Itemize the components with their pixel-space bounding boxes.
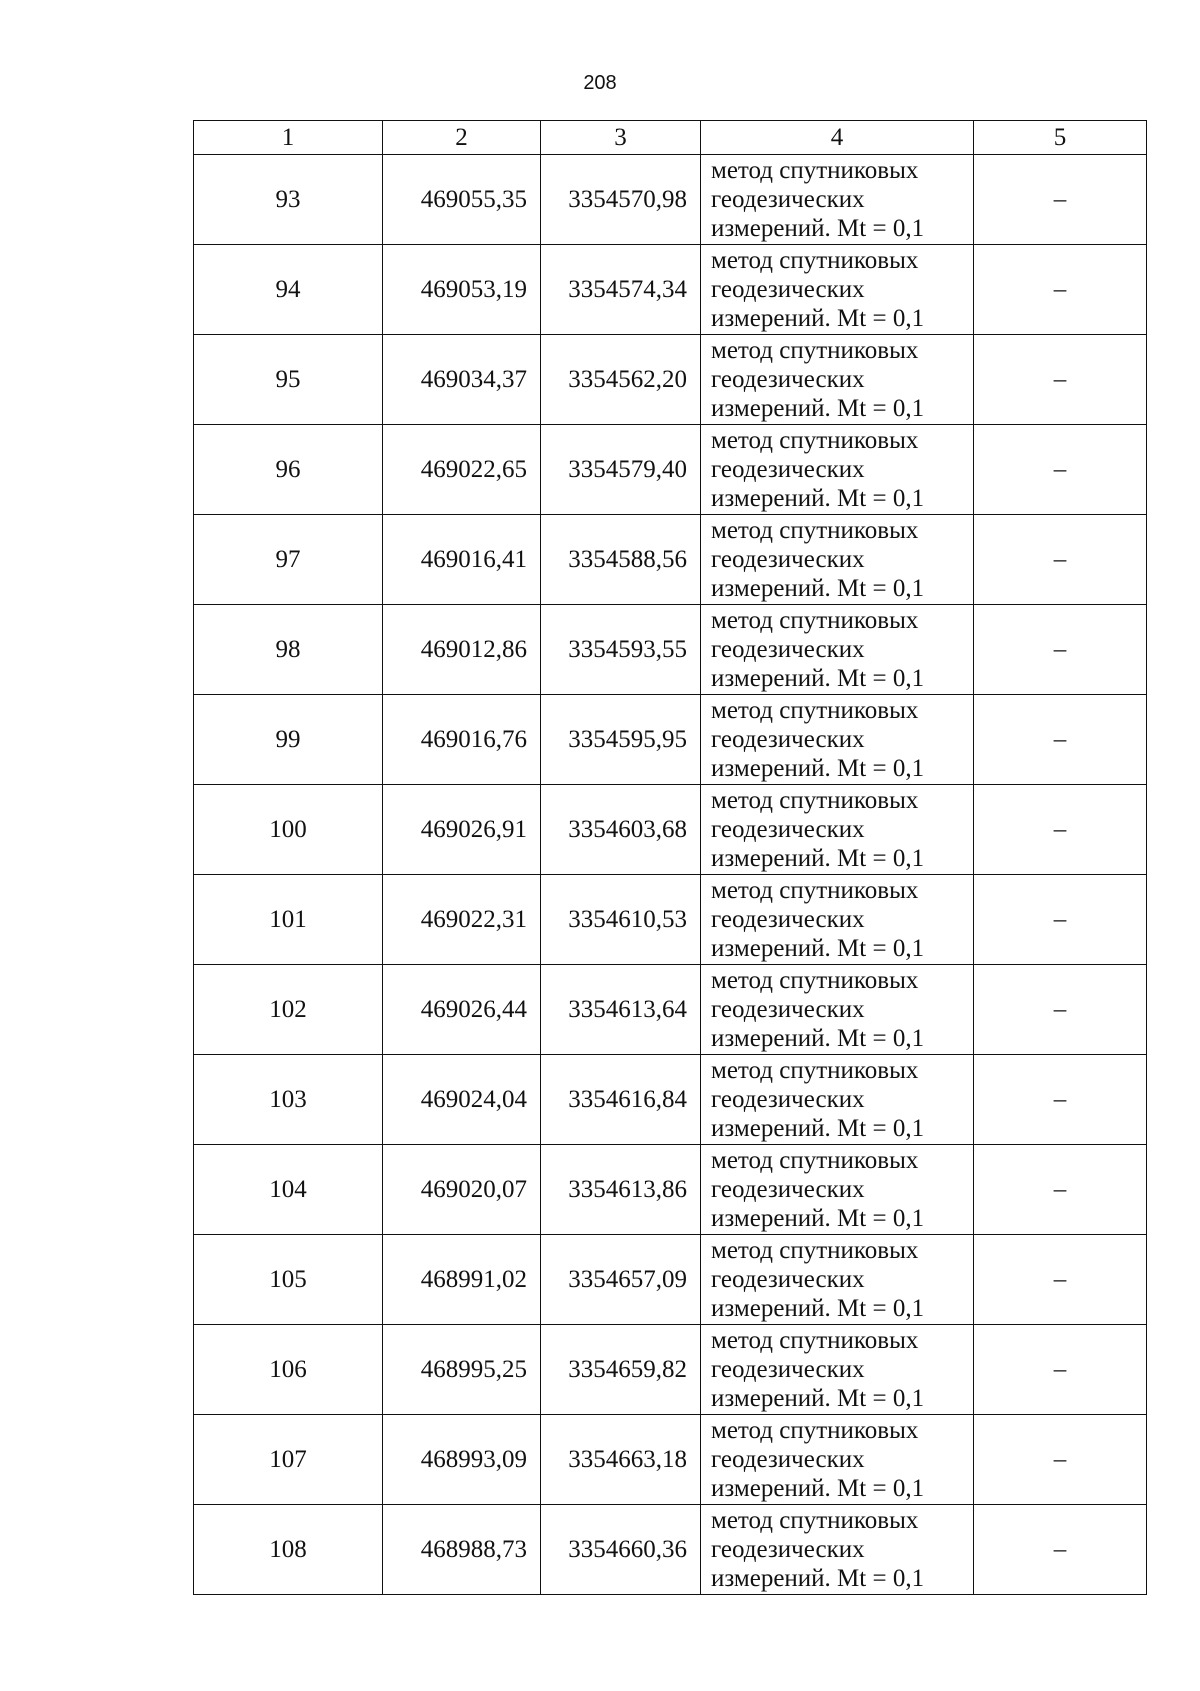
note-cell: – [974, 785, 1147, 875]
point-number-cell: 106 [194, 1325, 383, 1415]
method-cell [701, 695, 974, 785]
note-cell: – [974, 1505, 1147, 1595]
x-coordinate-cell: 469024,04 [383, 1055, 541, 1145]
method-line: измерений. Mt = 0,1 [711, 1115, 925, 1142]
method-line: геодезических [711, 1356, 865, 1383]
method-line: метод спутниковых [711, 1147, 919, 1174]
method-line: измерений. Mt = 0,1 [711, 1475, 925, 1502]
table-row [194, 785, 1147, 875]
method-line: геодезических [711, 186, 865, 213]
method-line: измерений. Mt = 0,1 [711, 845, 925, 872]
method-line: геодезических [711, 546, 865, 573]
method-cell [701, 1415, 974, 1505]
table-row [194, 1235, 1147, 1325]
x-coordinate-cell: 469012,86 [383, 605, 541, 695]
point-number-cell: 107 [194, 1415, 383, 1505]
table-body [194, 155, 1147, 1595]
x-coordinate-cell: 468988,73 [383, 1505, 541, 1595]
y-coordinate-cell: 3354603,68 [541, 785, 701, 875]
note-cell: – [974, 605, 1147, 695]
y-coordinate-cell: 3354657,09 [541, 1235, 701, 1325]
method-line: метод спутниковых [711, 877, 919, 904]
method-cell [701, 965, 974, 1055]
method-cell [701, 245, 974, 335]
x-coordinate-cell: 469022,31 [383, 875, 541, 965]
method-line: метод спутниковых [711, 517, 919, 544]
point-number-cell: 96 [194, 425, 383, 515]
y-coordinate-cell: 3354595,95 [541, 695, 701, 785]
x-coordinate-cell: 469026,44 [383, 965, 541, 1055]
method-line: геодезических [711, 456, 865, 483]
method-line: геодезических [711, 996, 865, 1023]
note-cell: – [974, 1415, 1147, 1505]
method-line: измерений. Mt = 0,1 [711, 305, 925, 332]
note-cell: – [974, 965, 1147, 1055]
point-number-cell: 93 [194, 155, 383, 245]
table-row [194, 695, 1147, 785]
method-line: измерений. Mt = 0,1 [711, 395, 925, 422]
point-number-cell: 103 [194, 1055, 383, 1145]
method-cell [701, 1235, 974, 1325]
method-cell [701, 605, 974, 695]
x-coordinate-cell: 469026,91 [383, 785, 541, 875]
method-line: измерений. Mt = 0,1 [711, 755, 925, 782]
y-coordinate-cell: 3354660,36 [541, 1505, 701, 1595]
column-header: 1 [194, 121, 383, 155]
y-coordinate-cell: 3354659,82 [541, 1325, 701, 1415]
method-line: геодезических [711, 1086, 865, 1113]
x-coordinate-cell: 469053,19 [383, 245, 541, 335]
table-row [194, 335, 1147, 425]
y-coordinate-cell: 3354593,55 [541, 605, 701, 695]
table-row [194, 605, 1147, 695]
y-coordinate-cell: 3354616,84 [541, 1055, 701, 1145]
method-line: измерений. Mt = 0,1 [711, 665, 925, 692]
column-header: 5 [974, 121, 1147, 155]
method-cell [701, 335, 974, 425]
coordinates-table [193, 120, 1147, 1595]
x-coordinate-cell: 468991,02 [383, 1235, 541, 1325]
table-row [194, 875, 1147, 965]
y-coordinate-cell: 3354574,34 [541, 245, 701, 335]
method-line: геодезических [711, 1176, 865, 1203]
method-line: геодезических [711, 366, 865, 393]
method-line: измерений. Mt = 0,1 [711, 215, 925, 242]
note-cell: – [974, 875, 1147, 965]
method-line: метод спутниковых [711, 1057, 919, 1084]
point-number-cell: 101 [194, 875, 383, 965]
method-line: измерений. Mt = 0,1 [711, 1025, 925, 1052]
point-number-cell: 104 [194, 1145, 383, 1235]
method-line: измерений. Mt = 0,1 [711, 1205, 925, 1232]
note-cell: – [974, 1235, 1147, 1325]
x-coordinate-cell: 468995,25 [383, 1325, 541, 1415]
x-coordinate-cell: 468993,09 [383, 1415, 541, 1505]
point-number-cell: 95 [194, 335, 383, 425]
column-header: 2 [383, 121, 541, 155]
table-row [194, 1415, 1147, 1505]
x-coordinate-cell: 469020,07 [383, 1145, 541, 1235]
note-cell: – [974, 245, 1147, 335]
method-cell [701, 1325, 974, 1415]
method-line: метод спутниковых [711, 1237, 919, 1264]
method-line: геодезических [711, 636, 865, 663]
note-cell: – [974, 515, 1147, 605]
table-row [194, 1505, 1147, 1595]
method-line: метод спутниковых [711, 1327, 919, 1354]
method-cell [701, 1055, 974, 1145]
x-coordinate-cell: 469055,35 [383, 155, 541, 245]
method-line: метод спутниковых [711, 607, 919, 634]
method-line: измерений. Mt = 0,1 [711, 935, 925, 962]
method-line: геодезических [711, 1266, 865, 1293]
method-line: геодезических [711, 906, 865, 933]
method-cell [701, 785, 974, 875]
table-row [194, 1145, 1147, 1235]
column-header: 3 [541, 121, 701, 155]
method-line: геодезических [711, 1536, 865, 1563]
note-cell: – [974, 1325, 1147, 1415]
method-line: измерений. Mt = 0,1 [711, 485, 925, 512]
method-line: геодезических [711, 816, 865, 843]
point-number-cell: 105 [194, 1235, 383, 1325]
x-coordinate-cell: 469016,76 [383, 695, 541, 785]
point-number-cell: 98 [194, 605, 383, 695]
method-line: геодезических [711, 276, 865, 303]
y-coordinate-cell: 3354588,56 [541, 515, 701, 605]
method-line: метод спутниковых [711, 967, 919, 994]
method-cell [701, 1505, 974, 1595]
method-line: метод спутниковых [711, 1417, 919, 1444]
table-row [194, 1055, 1147, 1145]
note-cell: – [974, 1145, 1147, 1235]
table-row [194, 245, 1147, 335]
method-cell [701, 425, 974, 515]
method-line: измерений. Mt = 0,1 [711, 1565, 925, 1592]
method-line: метод спутниковых [711, 337, 919, 364]
method-line: метод спутниковых [711, 427, 919, 454]
y-coordinate-cell: 3354579,40 [541, 425, 701, 515]
method-cell [701, 515, 974, 605]
method-line: метод спутниковых [711, 787, 919, 814]
point-number-cell: 108 [194, 1505, 383, 1595]
page-number: 208 [583, 72, 617, 94]
x-coordinate-cell: 469022,65 [383, 425, 541, 515]
method-line: измерений. Mt = 0,1 [711, 1295, 925, 1322]
table-row [194, 515, 1147, 605]
x-coordinate-cell: 469034,37 [383, 335, 541, 425]
table-row [194, 425, 1147, 515]
y-coordinate-cell: 3354562,20 [541, 335, 701, 425]
method-line: метод спутниковых [711, 157, 919, 184]
note-cell: – [974, 425, 1147, 515]
note-cell: – [974, 695, 1147, 785]
method-line: метод спутниковых [711, 247, 919, 274]
method-cell [701, 875, 974, 965]
point-number-cell: 97 [194, 515, 383, 605]
method-line: метод спутниковых [711, 1507, 919, 1534]
table-row [194, 1325, 1147, 1415]
method-line: измерений. Mt = 0,1 [711, 1385, 925, 1412]
note-cell: – [974, 335, 1147, 425]
point-number-cell: 99 [194, 695, 383, 785]
point-number-cell: 102 [194, 965, 383, 1055]
method-cell [701, 1145, 974, 1235]
method-line: измерений. Mt = 0,1 [711, 575, 925, 602]
table-row [194, 965, 1147, 1055]
column-header: 4 [701, 121, 974, 155]
method-line: геодезических [711, 1446, 865, 1473]
point-number-cell: 100 [194, 785, 383, 875]
note-cell: – [974, 1055, 1147, 1145]
y-coordinate-cell: 3354663,18 [541, 1415, 701, 1505]
table-header-row [194, 121, 1147, 155]
point-number-cell: 94 [194, 245, 383, 335]
note-cell: – [974, 155, 1147, 245]
y-coordinate-cell: 3354613,64 [541, 965, 701, 1055]
y-coordinate-cell: 3354613,86 [541, 1145, 701, 1235]
method-cell [701, 155, 974, 245]
method-line: геодезических [711, 726, 865, 753]
y-coordinate-cell: 3354570,98 [541, 155, 701, 245]
method-line: метод спутниковых [711, 697, 919, 724]
y-coordinate-cell: 3354610,53 [541, 875, 701, 965]
table-row [194, 155, 1147, 245]
x-coordinate-cell: 469016,41 [383, 515, 541, 605]
